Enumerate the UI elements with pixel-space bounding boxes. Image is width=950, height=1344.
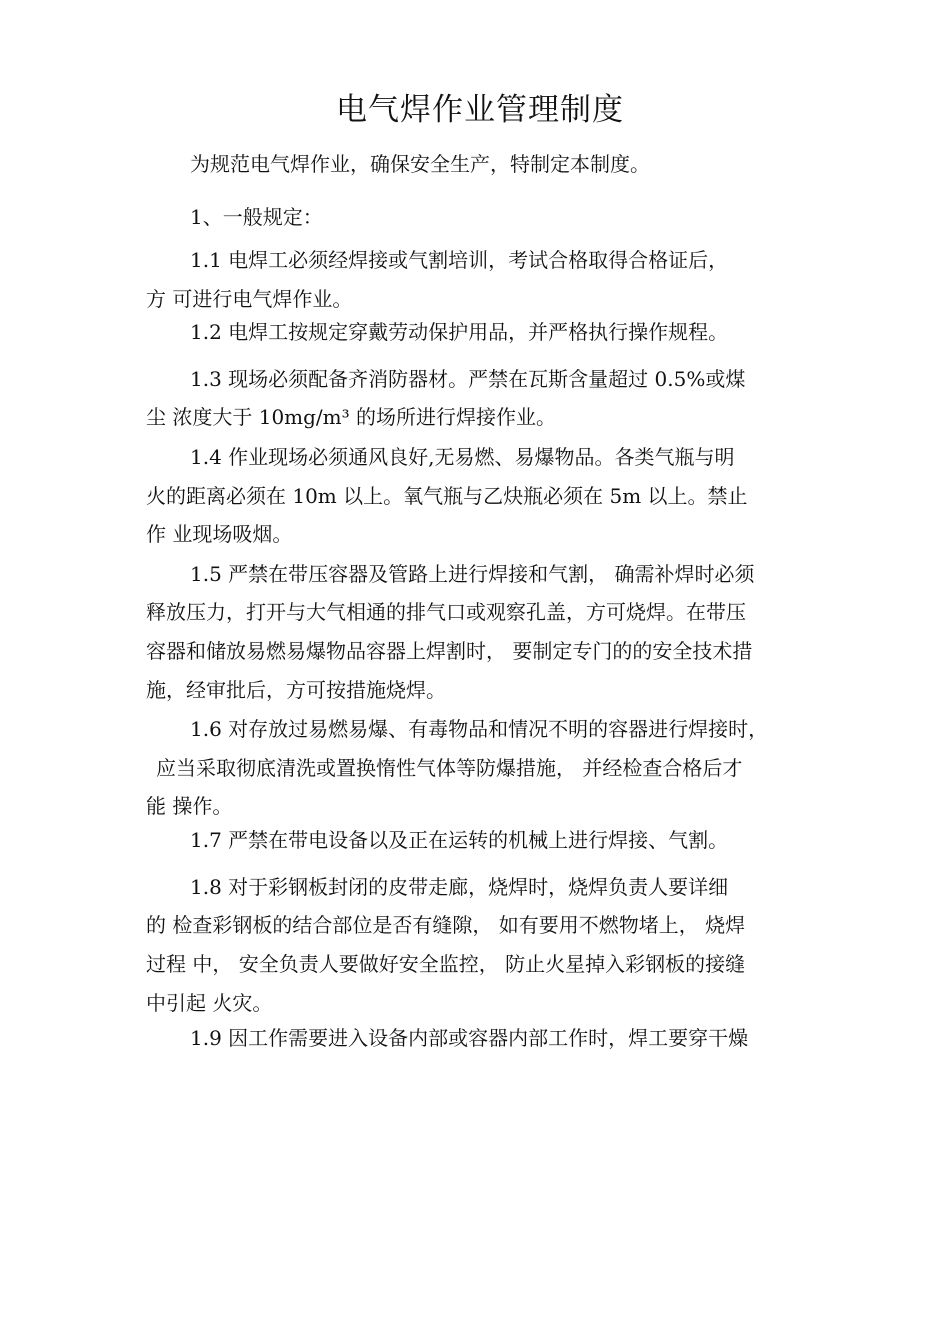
paragraph-line: 1.8 对于彩钢板封闭的皮带走廊，烧焊时，烧焊负责人要详细 bbox=[190, 875, 729, 899]
paragraph-line: 容器和储放易燃易爆物品容器上焊割时， 要制定专门的的安全技术措 bbox=[146, 639, 753, 663]
paragraph-line: 应当采取彻底清洗或置换惰性气体等防爆措施， 并经检查合格后才 bbox=[156, 756, 743, 780]
document-title: 电气焊作业管理制度 bbox=[336, 92, 624, 128]
paragraph-line: 1.2 电焊工按规定穿戴劳动保护用品，并严格执行操作规程。 bbox=[190, 320, 729, 344]
paragraph-line: 火的距离必须在 10m 以上。氧气瓶与乙炔瓶必须在 5m 以上。禁止 bbox=[146, 484, 748, 508]
paragraph-line: 方 可进行电气焊作业。 bbox=[146, 287, 353, 311]
paragraph-line: 1.4 作业现场必须通风良好,无易燃、易爆物品。各类气瓶与明 bbox=[190, 445, 735, 469]
paragraph-line: 尘 浓度大于 10mg/m³ 的场所进行焊接作业。 bbox=[146, 405, 557, 429]
paragraph-line: 中引起 火灾。 bbox=[146, 991, 273, 1015]
paragraph-line: 能 操作。 bbox=[146, 794, 233, 818]
paragraph-line: 施，经审批后，方可按措施烧焊。 bbox=[146, 678, 446, 702]
paragraph-line: 1.1 电焊工必须经焊接或气割培训，考试合格取得合格证后， bbox=[190, 248, 729, 272]
paragraph-line: 1.5 严禁在带压容器及管路上进行焊接和气割， 确需补焊时必须 bbox=[190, 562, 755, 586]
intro-paragraph: 为规范电气焊作业，确保安全生产，特制定本制度。 bbox=[190, 152, 650, 176]
paragraph-line: 过程 中， 安全负责人要做好安全监控， 防止火星掉入彩钢板的接缝 bbox=[146, 952, 746, 976]
paragraph-line: 1.9 因工作需要进入设备内部或容器内部工作时，焊工要穿干燥 bbox=[190, 1026, 749, 1050]
paragraph-line: 1.6 对存放过易燃易爆、有毒物品和情况不明的容器进行焊接时， bbox=[190, 717, 769, 741]
paragraph-line: 释放压力，打开与大气相通的排气口或观察孔盖，方可烧焊。在带压 bbox=[146, 600, 746, 624]
paragraph-line: 作 业现场吸烟。 bbox=[146, 522, 293, 546]
paragraph-line: 的 检查彩钢板的结合部位是否有缝隙， 如有要用不燃物堵上， 烧焊 bbox=[146, 913, 746, 937]
section-heading: 1、一般规定： bbox=[190, 205, 323, 229]
paragraph-line: 1.3 现场必须配备齐消防器材。严禁在瓦斯含量超过 0.5%或煤 bbox=[190, 367, 746, 391]
paragraph-line: 1.7 严禁在带电设备以及正在运转的机械上进行焊接、气割。 bbox=[190, 828, 729, 852]
